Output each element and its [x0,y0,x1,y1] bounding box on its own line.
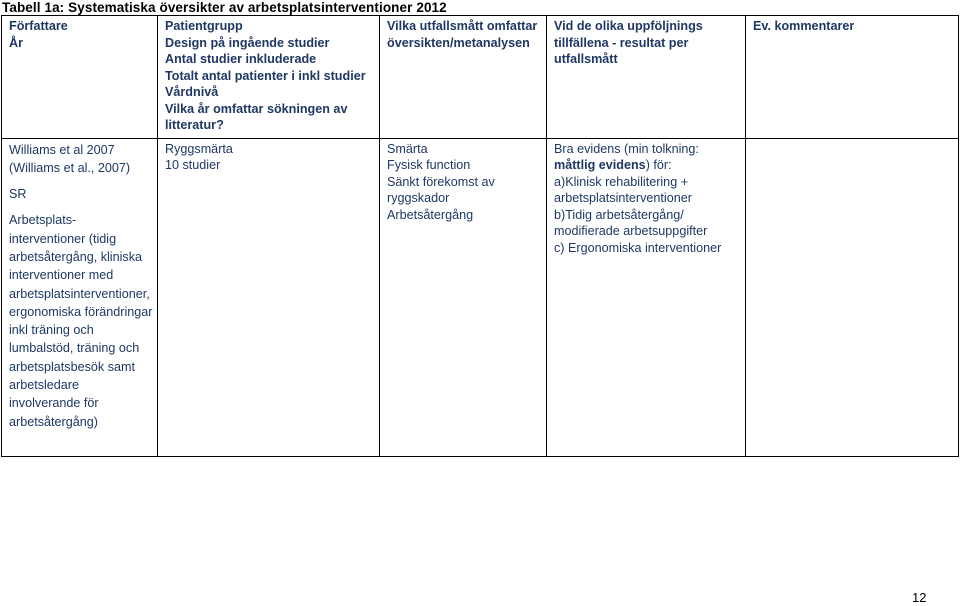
author-citation: (Williams et al., 2007) [9,160,131,175]
header-population-line: Vårdnivå [165,85,219,99]
result-item: a)Klinisk rehabilitering + [554,174,689,189]
result-item: modifierade arbetsuppgifter [554,224,708,238]
header-followup-line: tillfällena - resultat per [554,35,689,50]
intervention-line: Arbetsplats- [9,213,77,228]
cell-outcomes [380,138,547,456]
intervention-line: arbetsledare [9,378,80,393]
header-population [158,16,380,139]
intervention-line: interventioner (tidig [9,231,117,246]
study-design: SR [9,187,27,202]
header-outcomes [380,16,547,139]
cell-comments [746,138,959,456]
header-population-line: Antal studier inkluderade [165,52,317,66]
header-outcomes-line: översikten/metanalysen [387,35,530,50]
header-population-line: Totalt antal patienter i inkl studier [165,68,366,83]
header-comments [746,16,959,139]
header-population-line: Patientgrupp [165,19,243,33]
results-evidence [554,157,739,174]
header-population-line: litteratur? [165,118,224,132]
intervention-line: interventioner med [9,268,114,283]
author-reference: Williams et al 2007 [9,142,115,157]
header-comments-line: Ev. kommentarer [753,19,855,33]
page-number: 12 [912,590,927,605]
evidence-level: måttlig evidens [554,158,646,172]
intervention-line: arbetsplatsinterventioner, [9,286,150,301]
outcome-line: ryggskador [387,191,450,205]
header-followup-line: utfallsmått [554,52,618,66]
table-title: Tabell 1a: Systematiska översikter av arbetsplatsinterventioner 2012 [2,0,447,15]
intervention-line: inkl träning och [9,323,94,338]
intervention-line: arbetsåtergång, kliniska [9,249,143,264]
population-line: 10 studier [165,158,221,172]
intervention-line: lumbalstöd, träning och [9,341,140,356]
header-followup-line: Vid de olika uppföljnings [554,19,703,33]
header-population-line: Vilka år omfattar sökningen av [165,101,348,116]
review-table [1,15,959,457]
intervention-line: arbetsåtergång) [9,414,98,429]
header-outcomes-line: Vilka utfallsmått omfattar [387,19,538,33]
population-line: Ryggsmärta [165,141,233,156]
evidence-suffix: ) för: [645,158,672,172]
cell-results [547,138,746,456]
result-item: b)Tidig arbetsåtergång/ [554,207,684,222]
table-row [2,138,959,456]
outcome-line: Sänkt förekomst av [387,174,495,189]
outcome-line: Smärta [387,141,428,156]
header-population-line: Design på ingående studier [165,35,330,50]
header-followup [547,16,746,139]
intervention-line: arbetsplatsbesök samt [9,359,135,374]
outcome-line: Fysisk function [387,158,471,172]
outcome-line: Arbetsåtergång [387,207,474,222]
intervention-line: involverande för [9,396,99,411]
result-item: arbetsplatsinterventioner [554,191,692,205]
results-intro: Bra evidens (min tolkning: [554,141,699,156]
header-author-line: Författare [9,19,68,33]
intervention-line: ergonomiska förändringar [9,304,153,319]
header-author-line: År [9,35,23,50]
header-author [2,16,158,139]
result-item: c) Ergonomiska interventioner [554,240,722,255]
cell-author [2,138,158,456]
header-row [2,16,959,139]
cell-population [158,138,380,456]
